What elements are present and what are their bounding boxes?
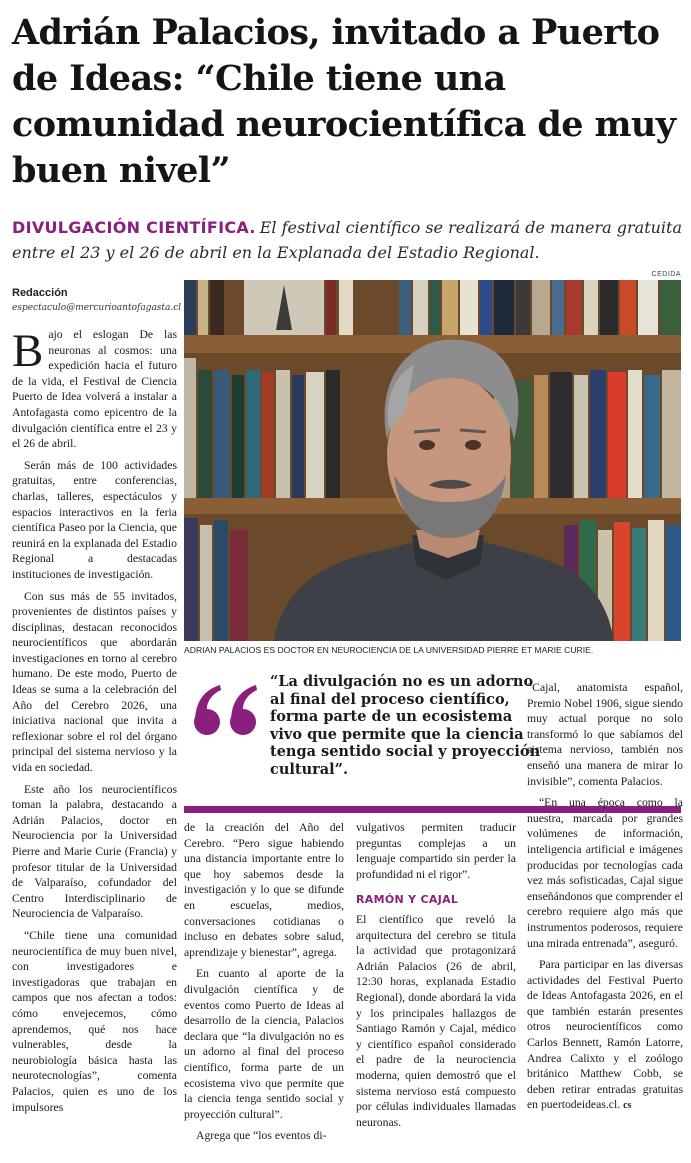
paragraph: Para participar en las diversas actividades del Festival Puerto de Ideas Antofagasta 2026, en el que también estarán presentes otros neurocientíficos como Carlos Bennett, Ramón Latorre, Andrea Calixto y el zoólogo británico Matthew Cobb, se deben retirar entradas gratuitas en puertodeideas.cl. cs — [527, 958, 683, 1112]
paragraph: Con sus más de 55 invitados, provenientes de distintos países y disciplinas, destacan reconocidos neurocientíficos que abordarán investigaciones en torno al cerebro humano. De este modo, Puerto de Ideas se suma a la celebración del Año del Cerebro 2026, una iniciativa nacional que invita a reflexionar sobre el rol del órgano principal del sistema nervioso y la vida en sociedad. — [12, 589, 177, 775]
deck-kicker: DIVULGACIÓN CIENTÍFICA. — [12, 218, 256, 237]
top-shelf-books — [184, 280, 681, 335]
paragraph: “Cajal, anatomista español, Premio Nobel 1906, sigue siendo muy actual porque no solo transformó lo que sabíamos del sistema nervioso, también nos enseñó una manera de mirar lo invisible”, comenta Palacios. — [527, 681, 683, 788]
byline-name: Redacción — [12, 287, 68, 299]
paragraph: “Chile tiene una comunidad neurocientífica de muy buen nivel, con investigadores e investigadoras que trabajan en campos que nos afectan a todos: cómo envejecemos, cómo aprendemos, qué nos hace vulnerables, desde la neurobiología básica hasta las neurotecnologías”, comenta Palacios, quien es uno de los impulsores — [12, 928, 177, 1114]
pull-quote: “La divulgación no es un adorno al final del proceso científico, forma parte de un ecosistema vivo que permite que la ciencia tenga sentido social y proyección cultural”. — [270, 673, 541, 778]
paragraph: vulgativos permiten traducir preguntas complejas a un lenguaje compartido sin perder la profundidad ni el rigor”. — [356, 821, 516, 881]
deck — [12, 215, 682, 265]
dropcap: B — [12, 325, 44, 377]
paragraph: Serán más de 100 actividades gratuitas, entre conferencias, charlas, talleres, espectáculos y espacios interactivos en la feria científica Paseo por la Ciencia, que reunirá en la explanada del Estadio Regional a destacadas instituciones de investigación. — [12, 458, 177, 581]
photo-caption: ADRIAN PALACIOS ES DOCTOR EN NEUROCIENCIA DE LA UNIVERSIDAD PIERRE ET MARIE CURIE. — [184, 645, 594, 655]
deck-text: El festival científico se realizará de manera gratuita entre el 23 y el 26 de abril en la Explanada del Estadio Regional. — [12, 218, 683, 262]
headline: Adrián Palacios, invitado a Puerto de Ideas: “Chile tiene una comunidad neurocientífica de muy buen nivel” — [12, 12, 676, 191]
body-column-2 — [184, 820, 344, 1150]
paragraph: Bajo el eslogan De las neuronas al cosmos: una expedición hacia el futuro de la vida, el Festival de Ciencia Puerto de Idea volverá a instalar a Antofagasta como epicentro de la divulgación científica entre el 23 y el 26 de abril. — [12, 325, 177, 451]
photo-credit: CEDIDA — [651, 271, 681, 278]
paragraph: Agrega que “los eventos di- — [196, 1129, 327, 1143]
paragraph: En cuanto al aporte de la divulgación científica y de eventos como Puerto de Ideas al desarrollo de la ciencia, Palacios declara que “la divulgación no es un adorno al final del proceso científico, forma parte de un ecosistema vivo que permite que la ciencia tenga sentido social y proyección cultural”. — [184, 967, 344, 1121]
portrait-photo — [184, 280, 681, 641]
byline — [12, 287, 182, 313]
body-column-4 — [527, 680, 683, 1120]
end-mark: cs — [623, 1100, 632, 1112]
quote-marks-icon — [190, 680, 262, 742]
body-column-3 — [356, 820, 516, 1136]
paragraph: El científico que reveló la arquitectura del cerebro se titula la actividad que protagonizará Adrián Palacios (26 de abril, 12:30 horas, explanada Estadio Regional), donde abordará la vida y los principales hallazgos de Santiago Ramón y Cajal, médico y científico español considerado el padre de la neurociencia moderna, quien demostró que el sistema nervioso está compuesto por células individuales llamadas neuronas. — [356, 912, 516, 1129]
body-column-1 — [12, 327, 177, 1121]
paragraph: Este año los neurocientíficos toman la palabra, destacando a Adrián Palacios, doctor en Neurociencia por la Universidad Pierre and Marie Curie (Francia) y profesor titular de la Universidad de Valparaíso, cofundador del Centro Interdisciplinario de Neurociencia de Valparaíso. — [12, 782, 177, 921]
section-subhead: RAMÓN Y CAJAL — [356, 893, 459, 907]
byline-email[interactable]: espectaculo@mercurioantofagasta.cl — [12, 303, 182, 313]
paragraph: “En una época como la nuestra, marcada por grandes volúmenes de información, inteligencia artificial e imágenes producidas por tecnologías cada vez más sofisticadas, Cajal sigue enseñándonos que comprender el cerebro requiere algo más que instrumentos poderosos, requiere una mirada entrenada”, aseguró. — [527, 796, 683, 950]
paragraph: de la creación del Año del Cerebro. “Pero sigue habiendo una distancia importante entre lo que hoy sabemos desde la investigación y lo que se difunde en escuelas, medios, conversaciones cotidianas o incluso en debates sobre salud, aprendizaje y bienestar”, agrega. — [184, 821, 344, 959]
